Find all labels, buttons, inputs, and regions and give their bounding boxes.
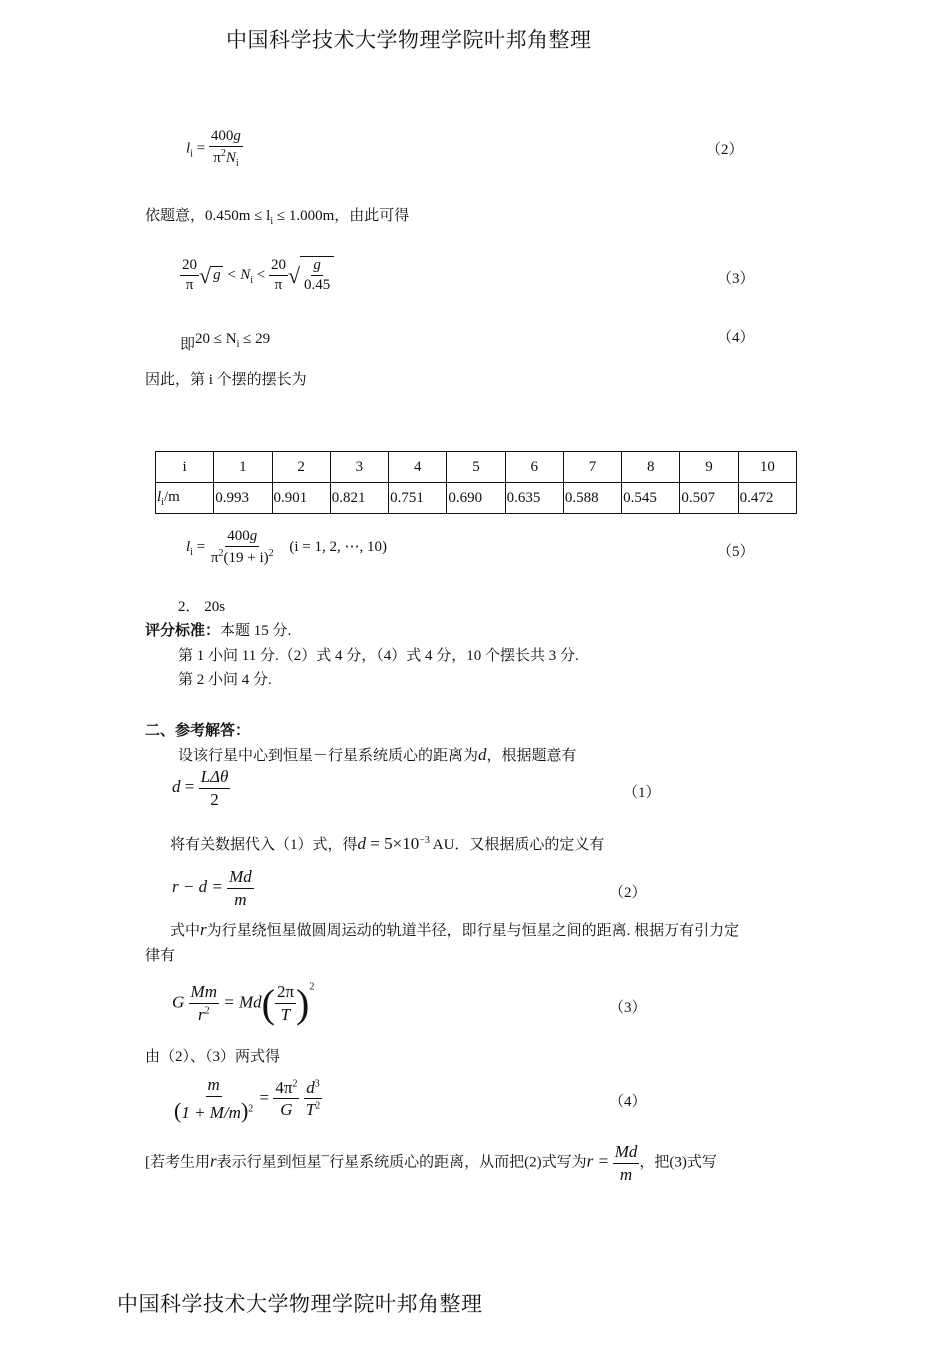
equation-4b: $\frac{m}{(1 + M/m)^2}$ = $\frac{4\pi^2}{G}$ $\frac{d^3}{T^2}$ (174, 1075, 321, 1123)
table-cell: 0.545 (622, 483, 680, 514)
table-cell: 0.635 (505, 483, 563, 514)
equation-5: $l_i$ = $\frac{400g}{\pi^2(19 + i)^2}$ (i = 1, 2, ⋯, 10) (186, 528, 387, 567)
equation-label: （3） (609, 1000, 647, 1016)
orbit-text-cont: 律有 (145, 948, 176, 964)
equation-3b: G $\frac{Mm}{r^2}$ = Md( $\frac{2\pi}{T}$ )$^2$ (172, 981, 315, 1026)
equation-label: （2） (706, 142, 744, 158)
equation-label: （2） (609, 885, 647, 901)
equation-label: （4） (609, 1094, 647, 1110)
substitution-text: 将有关数据代入（1）式，得$d = 5\times 10^{-3}$ AU．又根据质心的定义有 (170, 834, 605, 853)
table-cell: 7 (563, 452, 621, 483)
grading-q1: 第 1 小问 11 分.（2）式 4 分，（4）式 4 分，10 个摆长共 3 分. (178, 648, 579, 664)
equation-label: （4） (717, 330, 755, 346)
equation-label: （5） (717, 544, 755, 560)
table-cell: 0.588 (563, 483, 621, 514)
page-footer: 中国科学技术大学物理学院叶邦角整理 (117, 1292, 483, 1316)
fraction: $\frac{400g}{\pi^2N_i}$ (210, 128, 241, 170)
equation-2: $l_i$ = $\frac{400g}{\pi^2N_i}$ (186, 128, 241, 170)
table-cell: 10 (738, 452, 796, 483)
table-cell: 3 (330, 452, 388, 483)
grading-standard: 评分标准：本题 15 分. (145, 623, 292, 639)
table-cell: 0.901 (272, 483, 330, 514)
equation-2b: r − d = $\frac{Md}{m}$ (172, 867, 252, 909)
table-cell: i (156, 452, 214, 483)
combine-text: 由（2）、（3）两式得 (145, 1049, 281, 1065)
table-cell: 0.690 (447, 483, 505, 514)
table-cell: 5 (447, 452, 505, 483)
equation-label: （3） (717, 271, 755, 287)
table-cell: 0.472 (738, 483, 796, 514)
equation-3: $\frac{20}{\pi}$ √ $g < N_i$ < $\frac{20}{\pi}$ √ $\frac{g}{0.45}$ (180, 256, 334, 295)
table-cell: 0.751 (389, 483, 447, 514)
section-title: 二、参考解答： (145, 723, 251, 739)
table-cell: 9 (680, 452, 738, 483)
table-row (156, 483, 797, 514)
lengths-text: 因此，第 i 个摆的摆长为 (145, 372, 307, 388)
table-cell: 4 (389, 452, 447, 483)
note-text: [若考生用r表示行星到恒星¯行星系统质心的距离，从而把(2)式写为r = $\frac{Md}{m}$ ，把(3)式写 (145, 1142, 717, 1184)
table-cell: 0.507 (680, 483, 738, 514)
table-cell: 2 (272, 452, 330, 483)
table-cell: 6 (505, 452, 563, 483)
table-cell: $l_i/m$ (156, 483, 214, 514)
answer-2: 2． 20s (178, 599, 226, 615)
equation-label: （1） (623, 785, 661, 801)
equation-4: 即$20 \le N_i \le 29$ (180, 331, 271, 353)
table-cell: 1 (214, 452, 272, 483)
orbit-text: 式中r为行星绕恒星做圆周运动的轨道半径，即行星与恒星之间的距离. 根据万有引力定 (170, 920, 740, 939)
grading-q2: 第 2 小问 4 分. (178, 672, 272, 688)
equation-1: d = $\frac{\text{LΔθ}}{2}$ (172, 767, 229, 809)
pendulum-length-table (155, 451, 797, 514)
page-header: 中国科学技术大学物理学院叶邦角整理 (226, 28, 592, 52)
table-cell: 0.821 (330, 483, 388, 514)
table-cell: 0.993 (214, 483, 272, 514)
table-header-row (156, 452, 797, 483)
table-cell: 8 (622, 452, 680, 483)
condition-text: 依题意，$0.450m \le l_i \le 1.000m$，由此可得 (145, 208, 410, 227)
intro-text: 设该行星中心到恒星－行星系统质心的距离为d，根据题意有 (178, 745, 577, 764)
